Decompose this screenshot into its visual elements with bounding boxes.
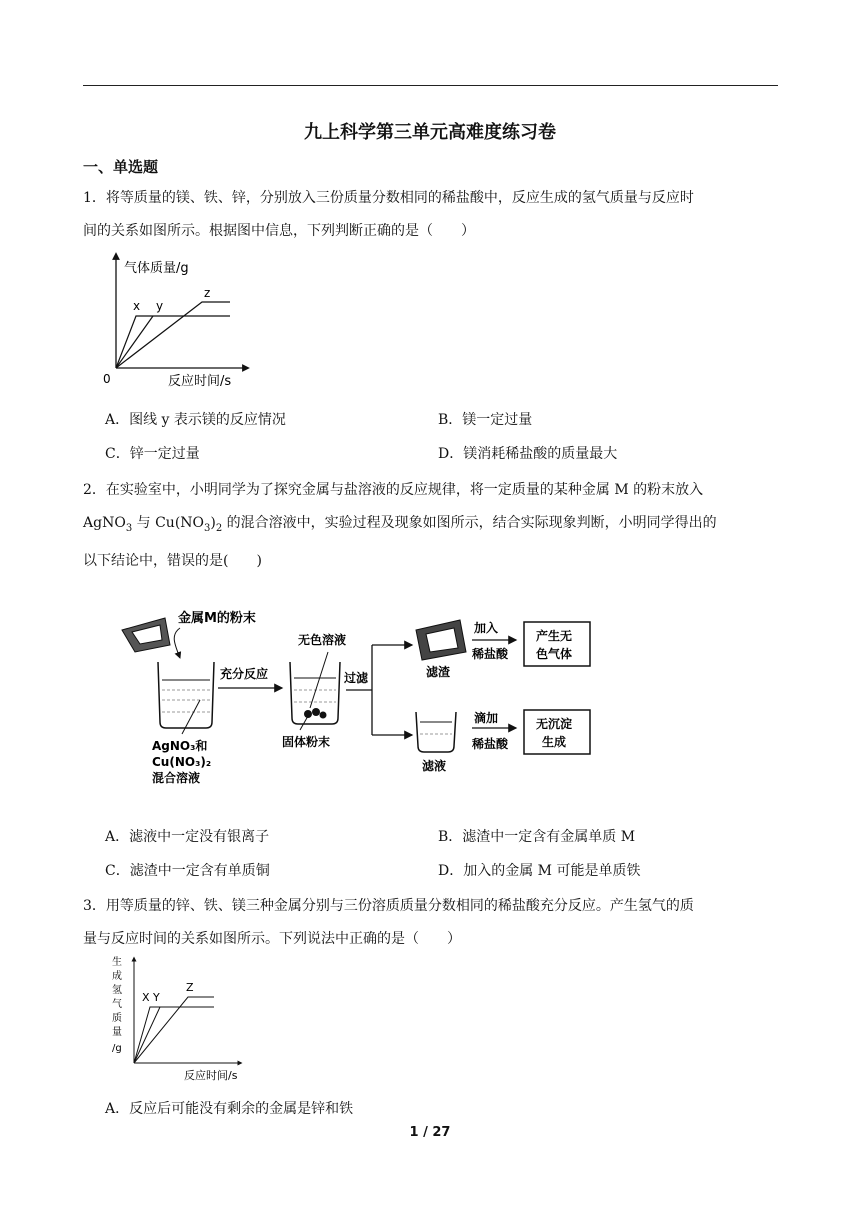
page-number: 1 / 27 (409, 1125, 451, 1140)
svg-text:滤渣: 滤渣 (426, 665, 451, 679)
question-2-figure (110, 600, 610, 790)
svg-text:过滤: 过滤 (344, 671, 369, 685)
question-3-line-1: 3．用等质量的锌、铁、镁三种金属分别与三份溶质质量分数相同的稀盐酸充分反应。产生氢气的质 (83, 898, 694, 914)
q3-option-a[interactable]: A．反应后可能没有剩余的金属是锌和铁 (105, 1101, 354, 1117)
svg-text:/g: /g (112, 1043, 122, 1054)
question-1-line-2: 间的关系如图所示。根据图中信息，下列判断正确的是（ ） (83, 223, 475, 239)
svg-text:无沉淀: 无沉淀 (536, 717, 573, 731)
q2-option-c[interactable]: C．滤渣中一定含有单质铜 (105, 863, 270, 879)
question-2-line-3: 以下结论中，错误的是( ) (83, 552, 262, 569)
svg-text:稀盐酸: 稀盐酸 (472, 647, 509, 661)
question-1 (83, 182, 783, 248)
label-xy: X Y (142, 991, 160, 1004)
svg-text:Cu(NO₃)₂: Cu(NO₃)₂ (152, 755, 212, 769)
svg-text:质: 质 (112, 1013, 122, 1024)
question-2 (83, 474, 783, 578)
svg-text:量: 量 (112, 1027, 122, 1038)
question-1-line-1: 1．将等质量的镁、铁、锌，分别放入三份质量分数相同的稀盐酸中，反应生成的氢气质量与反应时 (83, 190, 694, 206)
page-title: 九上科学第三单元高难度练习卷 (304, 122, 556, 143)
svg-text:生成: 生成 (542, 735, 567, 749)
label-x: x (133, 299, 141, 313)
q1-option-b[interactable]: B．镁一定过量 (438, 412, 533, 428)
header-rule (83, 85, 778, 86)
label-z: Z (186, 981, 194, 994)
question-2-line-1: 2．在实验室中，小明同学为了探究金属与盐溶液的反应规律，将一定质量的某种金属 M 的粉末放入 (83, 482, 704, 498)
question-2-line-2: AgNO$_3$ 与 $Cu(NO_3)_2$ 的混合溶液中，实验过程及现象如图所示，结合实际现象判断，小明同学得出的 (83, 515, 717, 534)
origin-label: 0 (103, 372, 111, 386)
beaker-3-icon (416, 712, 456, 752)
svg-text:氢: 氢 (112, 985, 122, 996)
x-axis-label: 反应时间/s (184, 1069, 238, 1082)
y-axis-label: 气体质量/g (124, 261, 189, 276)
beaker-1-icon (158, 662, 214, 734)
line-y (116, 316, 153, 368)
q1-option-c[interactable]: C．锌一定过量 (105, 446, 200, 462)
q2-option-d[interactable]: D．加入的金属 M 可能是单质铁 (438, 863, 641, 879)
label-z: z (204, 286, 211, 300)
section-heading: 一、单选题 (83, 158, 159, 176)
y-axis-label (112, 955, 122, 1054)
q2-option-b[interactable]: B．滤渣中一定含有金属单质 M (438, 829, 636, 845)
question-3 (83, 890, 783, 956)
q1-option-d[interactable]: D．镁消耗稀盐酸的质量最大 (438, 446, 618, 462)
svg-text:产生无: 产生无 (536, 629, 573, 643)
metal-powder-label: 金属M的粉末 (178, 611, 256, 626)
svg-text:稀盐酸: 稀盐酸 (472, 737, 509, 751)
question-3-line-2: 量与反应时间的关系如图所示。下列说法中正确的是（ ） (83, 931, 461, 947)
svg-text:生: 生 (112, 957, 122, 968)
svg-text:滴加: 滴加 (474, 711, 499, 725)
svg-text:混合溶液: 混合溶液 (152, 771, 201, 785)
line-x (134, 1007, 214, 1063)
svg-text:色气体: 色气体 (536, 647, 573, 661)
line-y (134, 1007, 160, 1063)
svg-text:充分反应: 充分反应 (220, 667, 269, 681)
question-1-figure (98, 252, 258, 392)
q1-option-a[interactable]: A．图线 y 表示镁的反应情况 (105, 412, 286, 428)
svg-text:气: 气 (112, 999, 122, 1010)
q2-option-a[interactable]: A．滤液中一定没有银离子 (105, 829, 270, 845)
svg-text:成: 成 (112, 971, 122, 982)
svg-text:滤液: 滤液 (422, 759, 447, 773)
beaker-2-icon (290, 652, 340, 730)
svg-text:AgNO₃和: AgNO₃和 (152, 739, 208, 753)
question-3-figure (110, 955, 260, 1085)
svg-text:加入: 加入 (474, 621, 499, 635)
label-y: y (156, 299, 164, 313)
svg-text:无色溶液: 无色溶液 (298, 633, 347, 647)
x-axis-label: 反应时间/s (168, 374, 232, 389)
svg-text:固体粉末: 固体粉末 (282, 735, 331, 749)
